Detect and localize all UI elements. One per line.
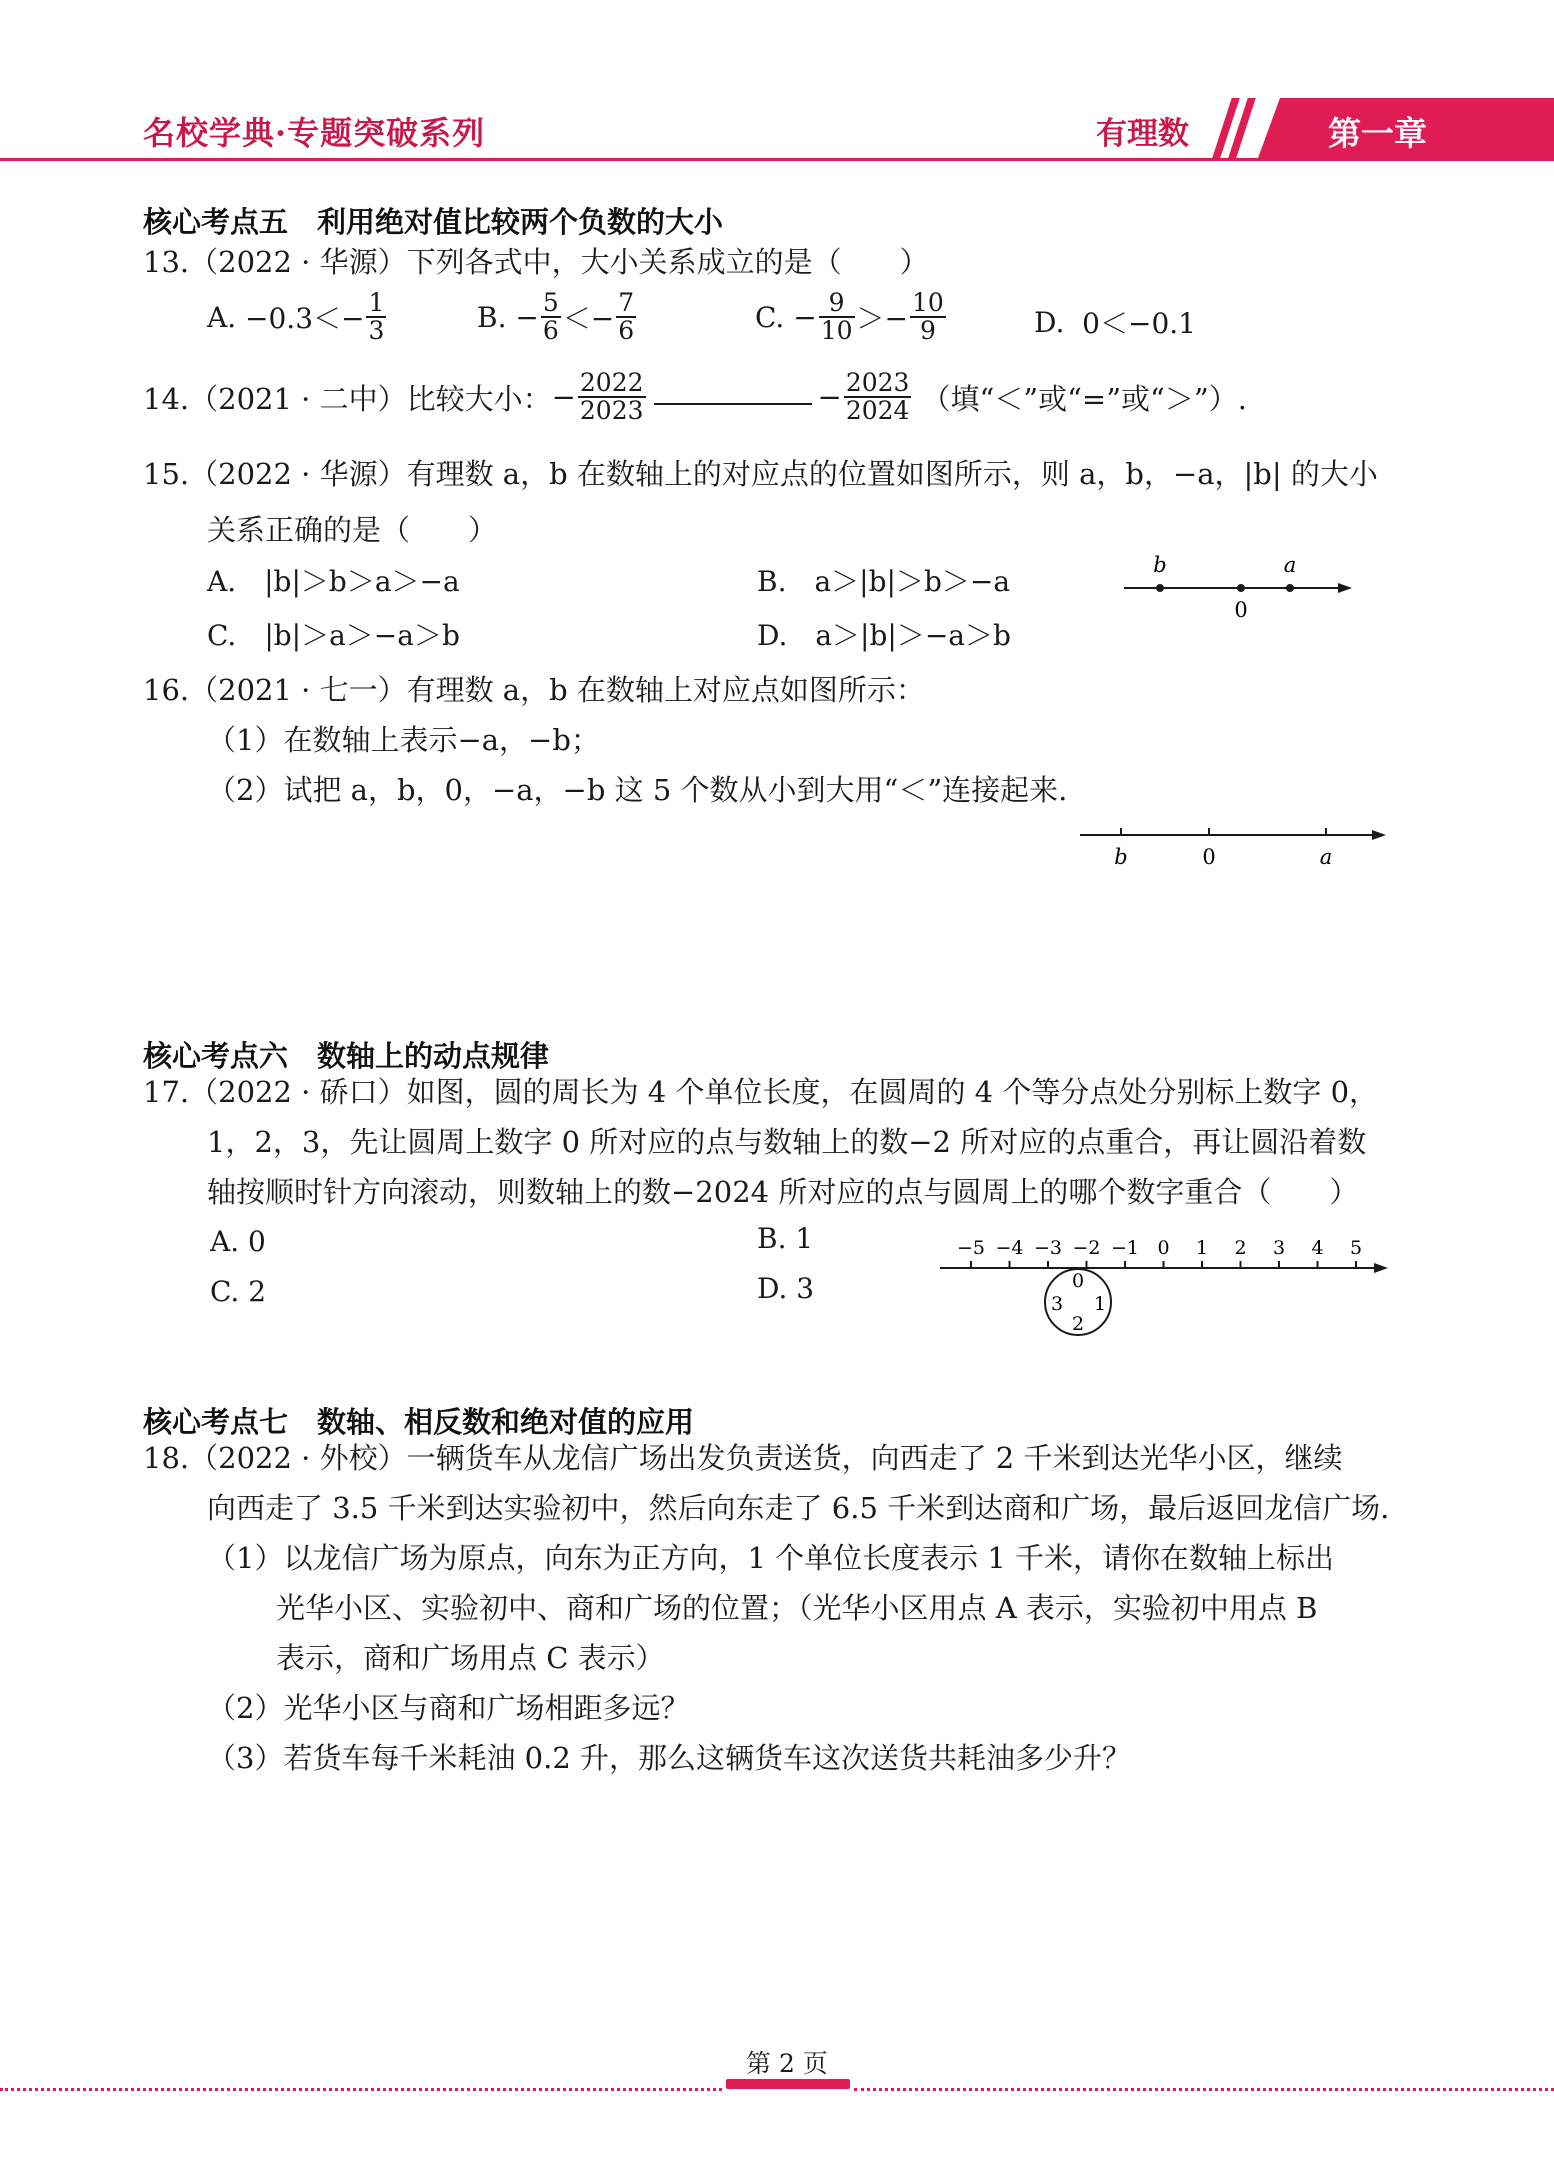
- question-17-option-c: C. 2: [210, 1275, 267, 1308]
- section-heading-5: 核心考点五 利用绝对值比较两个负数的大小: [143, 205, 724, 239]
- series-title: 名校学典·专题突破系列: [143, 114, 486, 152]
- question-17-option-d: D. 3: [757, 1272, 815, 1305]
- point-origin: [1237, 584, 1245, 592]
- question-18-line-2: 向西走了 3.5 千米到达实验初中，然后向东走了 6.5 千米到达商和广场，最后返回龙信广场.: [207, 1491, 1390, 1525]
- question-14: 14.（2021 · 二中）比较大小： − $\frac{2022}{2023}$ − $\frac{2023}{2024}$ （填“＜”或“=”或“＞”）.: [143, 368, 1247, 426]
- section-heading-6: 核心考点六 数轴上的动点规律: [143, 1039, 550, 1073]
- tick-label: 5: [1349, 1237, 1363, 1259]
- question-18-part-1b: 光华小区、实验初中、商和广场的位置；（光华小区用点 A 表示，实验初中用点 B: [276, 1591, 1318, 1625]
- question-18-part-2: （2）光华小区与商和广场相距多远？: [207, 1691, 690, 1725]
- fraction: $\frac{7}{6}$: [618, 288, 635, 346]
- question-14-tail: （填“＜”或“=”或“＞”）.: [921, 381, 1247, 416]
- question-15-option-c: C. |b|＞a＞−a＞b: [207, 619, 460, 652]
- question-17-line-1: 17.（2022 · 硚口）如图，圆的周长为 4 个单位长度，在圆周的 4 个等分点处分别标上数字 0，: [143, 1075, 1379, 1109]
- tick-label: −2: [1072, 1237, 1101, 1259]
- label-zero: 0: [1202, 845, 1216, 869]
- question-15-line-1: 15.（2022 · 华源）有理数 a，b 在数轴上的对应点的位置如图所示，则 a，b，−a，|b| 的大小: [143, 457, 1378, 491]
- question-18-part-3: （3）若货车每千米耗油 0.2 升，那么这辆货车这次送货共耗油多少升？: [207, 1741, 1132, 1775]
- point-b: [1156, 584, 1164, 592]
- answer-blank[interactable]: [654, 403, 812, 405]
- question-17-option-b: B. 1: [757, 1222, 814, 1255]
- tick-label: −3: [1033, 1237, 1063, 1259]
- fraction: $\frac{9}{10}$: [820, 288, 853, 346]
- circle-label-left: 3: [1050, 1293, 1064, 1315]
- label-a: a: [1319, 845, 1333, 869]
- fraction: $\frac{2023}{2024}$: [845, 368, 910, 426]
- fraction: $\frac{10}{9}$: [911, 288, 944, 346]
- question-16-stem: 16.（2021 · 七一）有理数 a，b 在数轴上对应点如图所示：: [143, 673, 925, 707]
- label-b: b: [1114, 845, 1128, 869]
- question-18-part-1c: 表示，商和广场用点 C 表示）: [276, 1641, 665, 1675]
- question-13-option-a: [207, 290, 388, 345]
- question-18-line-1: 18.（2022 · 外校）一辆货车从龙信广场出发负责送货，向西走了 2 千米到达光华小区，继续: [143, 1441, 1343, 1475]
- question-13-option-c: C. − $\frac{9}{10}$ ＞− $\frac{10}{9}$: [755, 288, 944, 346]
- option-label: C.: [755, 300, 785, 334]
- circle-label-bottom: 2: [1071, 1313, 1085, 1335]
- question-15-option-a: A. |b|＞b＞a＞−a: [207, 565, 460, 598]
- fraction: $\frac{5}{6}$: [542, 288, 559, 346]
- number-line-figure-16: [1070, 820, 1400, 870]
- question-15-line-2: 关系正确的是（ ）: [207, 513, 498, 547]
- option-label: D.: [1034, 305, 1065, 339]
- tick-label: 4: [1311, 1237, 1324, 1259]
- question-15-option-d: D. a＞|b|＞−a＞b: [757, 619, 1011, 652]
- section-heading-7: 核心考点七 数轴、相反数和绝对值的应用: [143, 1405, 695, 1439]
- footer-dotted-rule: [0, 2088, 722, 2091]
- axis-arrow: [1338, 583, 1352, 593]
- tick-label: −4: [995, 1237, 1024, 1259]
- circle-label-top: 0: [1071, 1270, 1085, 1292]
- tick-label: −1: [1110, 1237, 1140, 1259]
- footer-dotted-rule: [854, 2088, 1554, 2091]
- tick-label: 0: [1157, 1237, 1170, 1259]
- question-14-lead: 14.（2021 · 二中）比较大小：: [143, 381, 552, 416]
- question-15-option-b: B. a＞|b|＞b＞−a: [757, 565, 1011, 598]
- chapter-title: 第一章: [1328, 114, 1427, 153]
- question-13-option-d: [1034, 302, 1196, 342]
- tick-label: 1: [1195, 1237, 1209, 1259]
- option-text: 0＜−0.1: [1082, 307, 1196, 340]
- question-13-option-b: B. − $\frac{5}{6}$ ＜− $\frac{7}{6}$: [477, 288, 635, 346]
- question-16-part-2: （2）试把 a，b，0，−a，−b 这 5 个数从小到大用“＜”连接起来.: [207, 773, 1068, 807]
- page-number: 第 2 页: [746, 2049, 828, 2078]
- label-b: b: [1153, 553, 1167, 577]
- footer-accent-bar: [726, 2079, 850, 2089]
- header-rule: [0, 158, 1554, 161]
- label-zero: 0: [1234, 598, 1248, 620]
- topic-title: 有理数: [1096, 116, 1189, 152]
- axis-arrow: [1374, 1263, 1388, 1273]
- axis-arrow: [1372, 830, 1386, 840]
- tick-label: 2: [1234, 1237, 1247, 1259]
- number-line-figure-17: [930, 1230, 1390, 1340]
- number-line-figure-15: [1110, 550, 1360, 620]
- tick-label: 3: [1272, 1237, 1286, 1259]
- question-16-part-1: （1）在数轴上表示−a，−b；: [207, 723, 600, 757]
- label-a: a: [1283, 553, 1297, 577]
- question-17-line-2: 1，2，3，先让圆周上数字 0 所对应的点与数轴上的数−2 所对应的点重合，再让圆沿着数: [207, 1125, 1367, 1159]
- question-17-line-3: 轴按顺时针方向滚动，则数轴上的数−2024 所对应的点与圆周上的哪个数字重合（ ）: [207, 1175, 1359, 1209]
- option-text: −0.3＜−: [245, 302, 365, 336]
- question-18-part-1a: （1）以龙信广场为原点，向东为正方向，1 个单位长度表示 1 千米，请你在数轴上标出: [207, 1541, 1335, 1575]
- option-label: A.: [207, 300, 237, 334]
- point-a: [1286, 584, 1294, 592]
- circle-label-right: 1: [1093, 1293, 1107, 1315]
- fraction: $\frac{2022}{2023}$: [579, 368, 644, 426]
- tick-label: −5: [956, 1237, 986, 1259]
- option-label: B.: [477, 300, 507, 334]
- question-17-option-a: A. 0: [210, 1225, 266, 1258]
- fraction: $\frac{1}{3}$: [368, 288, 385, 346]
- question-13-stem: 13.（2022 · 华源）下列各式中，大小关系成立的是（ ）: [143, 245, 929, 279]
